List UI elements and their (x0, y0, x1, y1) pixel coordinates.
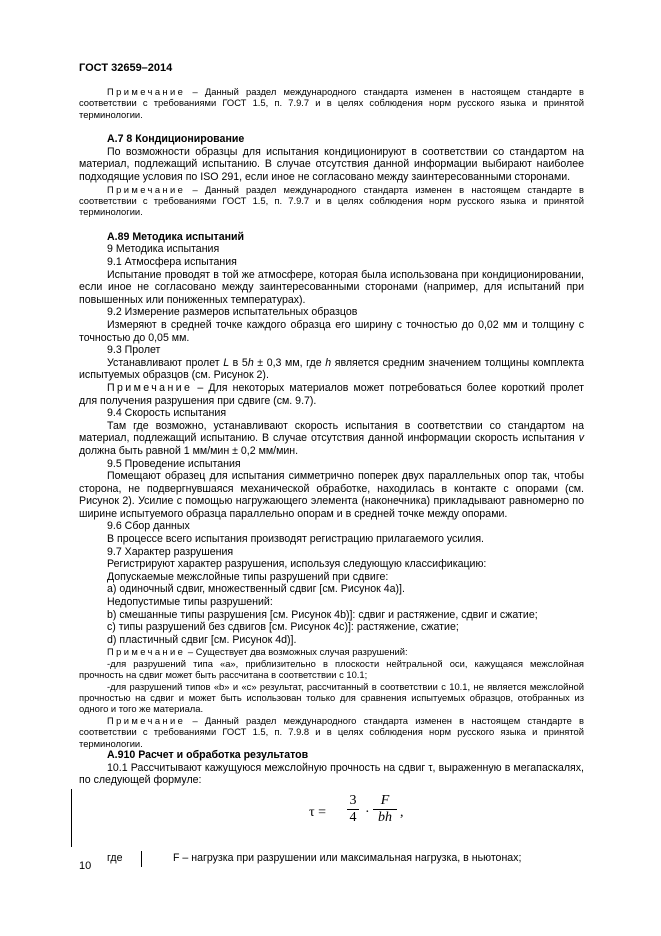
formula-comma: , (400, 804, 404, 820)
note-block (79, 184, 584, 218)
note-block (79, 86, 584, 120)
page-number: 10 (79, 860, 92, 872)
note-text: -для разрушений типа «а», приблизительно в плоскости нейтральной оси, кажущаяся межслойная прочность на сдвиг может быть рассчитана в соответствии с 10.1; (79, 657, 584, 681)
clause-title: 9.1 Атмосфера испытания (107, 256, 237, 268)
paragraph: Регистрируют характер разрушения, используя следующую классификацию: (107, 558, 487, 571)
formula-dot: · (365, 804, 370, 820)
note-label: Примечание (107, 183, 186, 195)
paragraph: Устанавливают пролет L в 5h ± 0,3 мм, где h является средним значением толщины комплекта испытуемых образцов (см. Рисунок 2). (79, 356, 585, 382)
paragraph: 10.1 Рассчитывают кажущуюся межслойную прочность на сдвиг τ, выраженную в мегапаскалях, по следующей формуле: (79, 761, 584, 787)
clause-title: 9.7 Характер разрушения (107, 545, 234, 558)
where-divider (141, 851, 142, 867)
note-label: Примечание (107, 381, 193, 394)
section-heading-a910: А.910 Расчет и обработка результатов (107, 749, 309, 762)
paragraph: Помещают образец для испытания симметрично поперек двух параллельных опор так, чтобы сторона, не подвергнувшаяся механической обработке, находилась в контакте с опорами (см. Рисунок 2). Усилие с помощью нагружающего элемента (наконечника) прикладывают равномерно по ширине испытуемого образца параллельно опорам и в средней точке между опорами. (79, 470, 584, 520)
fraction-3-4: 3 4 (347, 795, 359, 825)
note-text: -для разрушений типов «b» и «с» результат, рассчитанный в соответствии с 10.1, не является межслойной прочностью на сдвиг и может быть использован только для сравнения испытуемых образцов, отобранных из одного и того же материала. (79, 680, 584, 715)
note-text: – Для некоторых материалов может потребоваться более короткий пролет для получения разрушения при сдвиге (см. 9.7). (79, 381, 584, 407)
where-row (79, 851, 584, 867)
paragraph: Испытание проводят в той же атмосфере, которая была использована при кондиционировании, если иное не согласовано между заинтересованными сторонами (например, для испытаний при повышенных или пониженных температурах). (79, 268, 584, 306)
formula (79, 793, 584, 845)
clause-title: 9 Методика испытания (107, 243, 220, 256)
list-item: b) смешанные типы разрушения [см. Рисунок 4b)]: сдвиг и растяжение, сдвиг и сжатие; (107, 608, 538, 621)
note-block (79, 715, 584, 749)
paragraph: Измеряют в средней точке каждого образца его ширину с точностью до 0,02 мм и толщину с точностью до 0,05 мм. (79, 318, 584, 344)
note-text: – Данный раздел международного стандарта изменен в настоящем стандарте в соответствии с требованиями ГОСТ 1.5, п. 7.9.8 и в целях соблюдения норм русского языка и принятой терминологии. (79, 714, 584, 749)
clause-title: 9.5 Проведение испытания (107, 457, 241, 470)
note-label: Примечание (107, 646, 186, 658)
section-heading-a89: А.89 Методика испытаний (107, 230, 245, 243)
revision-bar (71, 789, 72, 847)
paragraph: Там где возможно, устанавливают скорость испытания в соответствии со стандартом на материал, подлежащий испытанию. В случае отсутствия данной информации скорость испытания v должна быть равной 1 мм/мин ± 0,2 мм/мин. (79, 419, 584, 457)
document-header: ГОСТ 32659–2014 (79, 62, 173, 74)
paragraph: В процессе всего испытания производят регистрацию прилагаемого усилия. (107, 533, 484, 546)
fraction-f-bh: F bh (373, 795, 397, 825)
note-block (79, 646, 584, 657)
clause-title: 9.3 Пролет (107, 344, 161, 357)
formula-lhs: τ = (309, 804, 327, 820)
paragraph: Недопустимые типы разрушений: (107, 596, 273, 609)
note-block (79, 382, 584, 407)
note-text: – Данный раздел международного стандарта изменен в настоящем стандарте в соответствии с требованиями ГОСТ 1.5, п. 7.9.7 и в целях соблюдения норм русского языка и принятой терминологии. (79, 183, 584, 218)
paragraph: По возможности образцы для испытания кондиционируют в соответствии со стандартом на материал, подлежащий испытанию. В случае отсутствия данной информации выбирают наиболее подходящие условия по ISO 291, если иное не согласовано между заинтересованными сторонами. (79, 145, 584, 183)
list-item: с) типы разрушений без сдвигов [см. Рисунок 4с)]: растяжение, сжатие; (107, 621, 459, 634)
where-label: где (107, 851, 123, 864)
list-item: d) пластичный сдвиг [см. Рисунок 4d)]. (107, 633, 297, 646)
clause-title: 9.4 Скорость испытания (107, 407, 227, 420)
page-content (79, 86, 584, 867)
clause-title: 9.2 Измерение размеров испытательных образцов (107, 306, 358, 319)
paragraph: Допускаемые межслойные типы разрушений при сдвиге: (107, 570, 389, 583)
note-label: Примечание (107, 714, 186, 726)
list-item: а) одиночный сдвиг, множественный сдвиг [см. Рисунок 4а)]. (107, 583, 405, 596)
note-text: – Данный раздел международного стандарта изменен в настоящем стандарте в соответствии с требованиями ГОСТ 1.5, п. 7.9.7 и в целях соблюдения норм русского языка и принятой терминологии. (79, 86, 584, 120)
section-heading-a7: А.7 8 Кондиционирование (107, 133, 245, 146)
note-label: Примечание (107, 86, 186, 97)
note-text: – Существует два возможных случая разрушений: (185, 646, 408, 658)
where-text: F – нагрузка при разрушении или максимальная нагрузка, в ньютонах; (173, 851, 522, 864)
clause-title: 9.6 Сбор данных (107, 520, 190, 533)
